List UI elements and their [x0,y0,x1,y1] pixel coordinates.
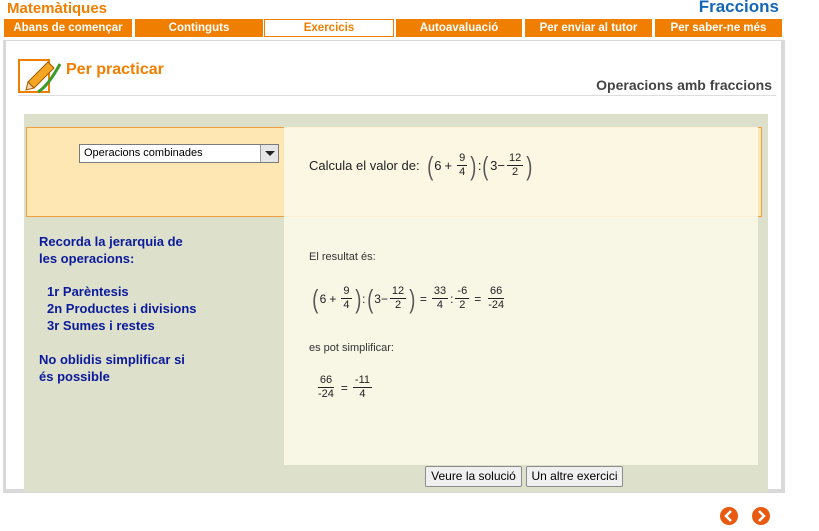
tab-autoavaluacio[interactable]: Autoavaluació [396,19,522,37]
fraction-numerator: 12 [508,152,522,164]
tab-per-enviar-al-tutor[interactable]: Per enviar al tutor [525,19,652,37]
fraction-denominator: 2 [394,299,402,311]
paren-open: ( [366,283,373,314]
expr-a: 6 [319,291,327,306]
fraction-numerator: 9 [343,285,350,297]
expr-colon: : [477,158,482,173]
equals-sign: = [340,380,348,395]
expr-plus: + [329,291,337,306]
fraction-denominator: 4 [459,166,466,178]
expr-a: 6 [434,158,442,173]
fraction-numerator: 9 [459,152,466,164]
app-brand: Matemàtiques [7,0,108,17]
result-label: El resultat és: [309,251,376,263]
problem-statement [309,152,534,179]
hint-hierarchy [39,233,183,267]
paren-close: ) [354,283,361,314]
paren-close: ) [526,150,533,181]
fraction-denominator: 2 [459,299,466,311]
fraction-denominator: 4 [343,299,350,311]
hint-line: Recorda la jerarquia de [39,234,183,249]
exercise-type-value: Operacions combinades [84,147,203,159]
fraction [457,152,467,179]
hint-line: les operacions: [39,251,135,266]
tab-abans-de-comencar[interactable]: Abans de començar [4,19,132,37]
paren-close: ) [409,283,416,314]
section-subtitle: Operacions amb fraccions [596,77,772,93]
tab-per-saber-ne-mes[interactable]: Per saber-ne més [655,19,782,37]
expr-b: 3 [490,158,498,173]
hint-simplify [39,351,185,385]
paren-open: ( [426,150,433,181]
pencil-paper-icon [18,56,62,96]
next-arrow-icon[interactable] [751,506,771,526]
section-title: Per practicar [66,61,164,78]
unit-title: Fraccions [698,0,779,16]
exercise-type-select[interactable] [79,144,279,163]
fraction-denominator: 4 [359,388,366,400]
expr-colon: : [362,291,366,306]
fraction-denominator: -24 [488,299,505,311]
chevron-down-icon[interactable] [260,145,278,162]
paren-open: ( [482,150,489,181]
expr-plus: + [444,158,453,173]
expr-minus: − [497,158,505,173]
tab-continguts[interactable]: Continguts [135,19,263,37]
previous-arrow-icon[interactable] [719,506,739,526]
hint-item: 3r Sumes i restes [47,318,155,333]
fraction [432,285,448,312]
simplify-label: es pot simplificar: [309,342,394,354]
fraction [316,374,336,401]
fraction-numerator: -11 [354,374,371,386]
tab-exercicis[interactable]: Exercicis [264,19,394,37]
equals-sign: = [419,291,427,306]
fraction [507,152,523,179]
equals-sign: = [474,291,482,306]
fraction-denominator: 4 [436,299,444,311]
simplified-expression [314,374,374,401]
hint-line: és possible [39,369,110,384]
fraction-numerator: 66 [490,285,503,297]
fraction-denominator: -24 [318,388,334,400]
show-solution-button[interactable]: Veure la solució [425,466,522,487]
fraction-numerator: 33 [433,285,447,297]
fraction [486,285,506,312]
hint-line: No oblidis simplificar si [39,352,185,367]
expr-minus: − [380,291,388,306]
expr-colon: : [450,291,454,306]
fraction-numerator: 66 [319,374,333,386]
fraction-numerator: -6 [457,285,468,297]
another-exercise-button[interactable]: Un altre exercici [526,466,623,487]
fraction [455,285,469,312]
fraction [341,285,351,312]
hint-item: 1r Parèntesis [47,284,129,299]
paren-close: ) [470,150,477,181]
expr-b: 3 [374,291,381,306]
solution-expression [311,285,508,312]
fraction-denominator: 2 [512,166,519,178]
fraction-numerator: 12 [391,285,405,297]
fraction [353,374,372,401]
paren-open: ( [312,283,319,314]
hint-list [47,283,197,334]
problem-prompt: Calcula el valor de: [309,158,420,173]
header-divider [18,95,776,96]
fraction [390,285,406,312]
hint-item: 2n Productes i divisions [47,301,197,316]
